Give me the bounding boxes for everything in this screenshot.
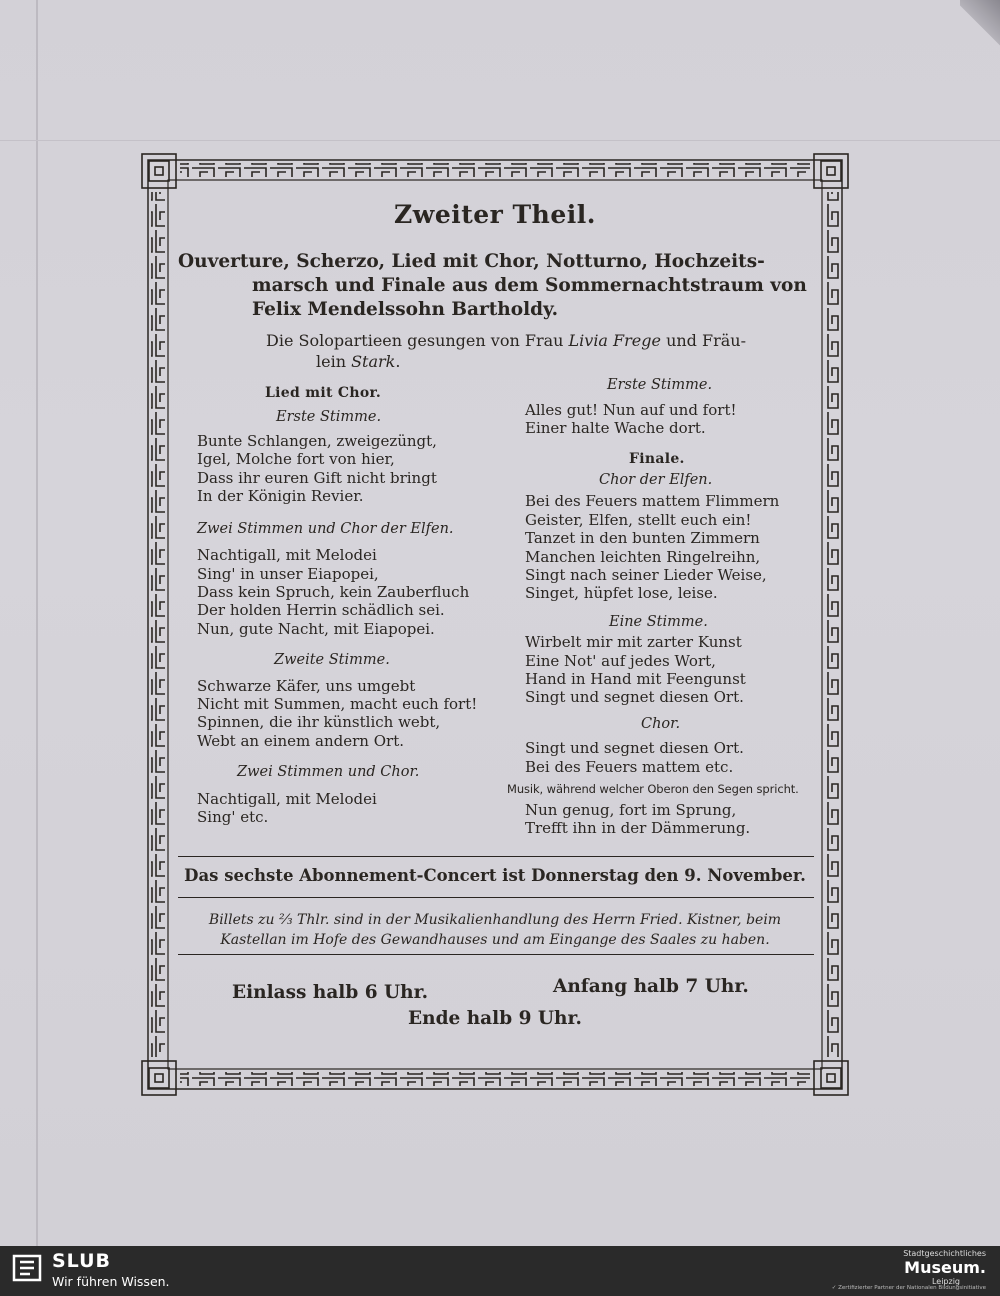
verse-line: Sing' etc. — [197, 808, 269, 827]
verse-block — [525, 492, 820, 602]
divider-rule — [178, 897, 814, 898]
soloist-name-2: Stark — [351, 352, 396, 371]
end-time: Ende halb 9 Uhr. — [408, 1008, 582, 1029]
verse-line: Nun genug, fort im Sprung, — [525, 800, 737, 819]
solo-pre: Die Solopartieen gesungen von Frau — [266, 331, 569, 350]
verse-line: Singt und segnet diesen Ort. — [525, 739, 744, 758]
museum-label-big: Museum. — [904, 1258, 986, 1277]
verse-block — [197, 677, 497, 751]
verse-line: Nachtigall, mit Melodei — [197, 546, 377, 565]
left-section-1: Erste Stimme. — [276, 408, 382, 425]
right-section-4: Chor. — [641, 715, 681, 732]
solo-line-2 — [266, 351, 818, 372]
verse-line: Geister, Elfen, stellt euch ein! — [525, 510, 752, 529]
left-heading: Lied mit Chor. — [265, 385, 382, 401]
verse-line: Trefft ihn in der Dämmerung. — [525, 819, 751, 838]
right-heading: Finale. — [629, 451, 685, 468]
ticket-info-line-2: Kastellan im Hofe des Gewandhauses und am Eingange des Saales zu haben. — [220, 932, 770, 948]
verse-line: Bunte Schlangen, zweigezüngt, — [197, 432, 437, 450]
verse-line: In der Königin Revier. — [197, 487, 364, 506]
verse-block — [197, 432, 497, 506]
right-column — [507, 376, 820, 838]
solo-pre-2: lein — [316, 352, 352, 371]
verse-line: Bei des Feuers mattem etc. — [525, 757, 734, 776]
verse-block — [525, 801, 820, 838]
museum-label-small: Stadtgeschichtliches — [903, 1249, 986, 1258]
verse-line: Hand in Hand mit Feengunst — [525, 670, 746, 689]
verse-line: Schwarze Käfer, uns umgebt — [197, 676, 416, 695]
page-title: Zweiter Theil. — [394, 200, 596, 229]
left-section-3: Zweite Stimme. — [274, 652, 390, 669]
verse-line: Bei des Feuers mattem Flimmern — [525, 492, 780, 511]
verse-line: Alles gut! Nun auf und fort! — [525, 400, 737, 419]
concert-announcement: Das sechste Abonnement-Concert ist Donnerstag den 9. November. — [184, 866, 806, 885]
ticket-info-line-1: Billets zu ⅔ Thlr. sind in der Musikalienhandlung des Herrn Fried. Kistner, beim — [208, 912, 782, 928]
verse-line: Singt nach seiner Lieder Weise, — [525, 565, 767, 584]
start-time: Anfang halb 7 Uhr. — [553, 976, 749, 997]
slub-logo-icon — [12, 1252, 42, 1284]
soloist-name-1: Livia Frege — [568, 331, 661, 350]
museum-city: Leipzig — [931, 1277, 960, 1286]
verse-line: Der holden Herrin schädlich sei. — [197, 601, 445, 620]
admission-time: Einlass halb 6 Uhr. — [232, 982, 429, 1003]
verse-line: Singet, hüpfet lose, leise. — [525, 584, 718, 603]
verse-line: Nicht mit Summen, macht euch fort! — [197, 695, 478, 714]
left-section-2: Zwei Stimmen und Chor der Elfen. — [197, 520, 454, 537]
ticket-info — [140, 910, 850, 950]
verse-block — [197, 790, 497, 827]
verse-block — [525, 739, 820, 776]
verse-line: Nun, gute Nacht, mit Eiapopei. — [197, 619, 435, 638]
verse-line: Nachtigall, mit Melodei — [197, 789, 377, 808]
verse-line: Eine Not' auf jedes Wort, — [525, 651, 716, 670]
subtitle-line-3: Felix Mendelssohn Bartholdy. — [252, 299, 559, 320]
right-section-3: Eine Stimme. — [609, 613, 708, 630]
right-section-2: Chor der Elfen. — [599, 471, 713, 488]
slub-tagline: Wir führen Wissen. — [52, 1274, 170, 1289]
verse-line: Manchen leichten Ringelreihn, — [525, 547, 761, 566]
programme-subtitle — [178, 250, 818, 322]
verse-line: Dass ihr euren Gift nicht bringt — [197, 468, 437, 487]
subtitle-line-1: Ouverture, Scherzo, Lied mit Chor, Notturno, Hochzeits- — [178, 251, 765, 272]
verse-block — [525, 633, 820, 707]
soloists-line — [266, 330, 818, 372]
museum-partner-note: ✓ Zertifizierter Partner der Nationalen Bildungsinitiative — [831, 1285, 986, 1291]
verse-line: Tanzet in den bunten Zimmern — [525, 529, 760, 548]
verse-block — [525, 401, 820, 438]
subtitle-line-2: marsch und Finale aus dem Sommernachtstraum von — [252, 275, 807, 296]
verse-line: Igel, Molche fort von hier, — [197, 450, 395, 469]
verse-block — [197, 546, 497, 638]
verse-line: Spinnen, die ihr künstlich webt, — [197, 713, 441, 732]
verse-line: Singt und segnet diesen Ort. — [525, 688, 744, 707]
right-section-1: Erste Stimme. — [607, 377, 713, 393]
verse-line: Sing' in unser Eiapopei, — [197, 564, 379, 583]
divider-rule — [178, 954, 814, 955]
verse-line: Dass kein Spruch, kein Zauberfluch — [197, 582, 470, 601]
left-section-4: Zwei Stimmen und Chor. — [237, 764, 420, 781]
solo-end: . — [395, 352, 401, 371]
verse-line: Wirbelt mir mit zarter Kunst — [525, 633, 742, 652]
viewer-footer-bar — [0, 1246, 1000, 1296]
oberon-note: Musik, während welcher Oberon den Segen spricht. — [507, 782, 799, 797]
verse-line: Einer halte Wache dort. — [525, 418, 706, 437]
left-column — [197, 384, 497, 827]
solo-mid: und Fräu- — [660, 331, 747, 350]
slub-name: SLUB — [52, 1250, 112, 1272]
divider-rule — [178, 856, 814, 857]
verse-line: Webt an einem andern Ort. — [197, 731, 404, 750]
